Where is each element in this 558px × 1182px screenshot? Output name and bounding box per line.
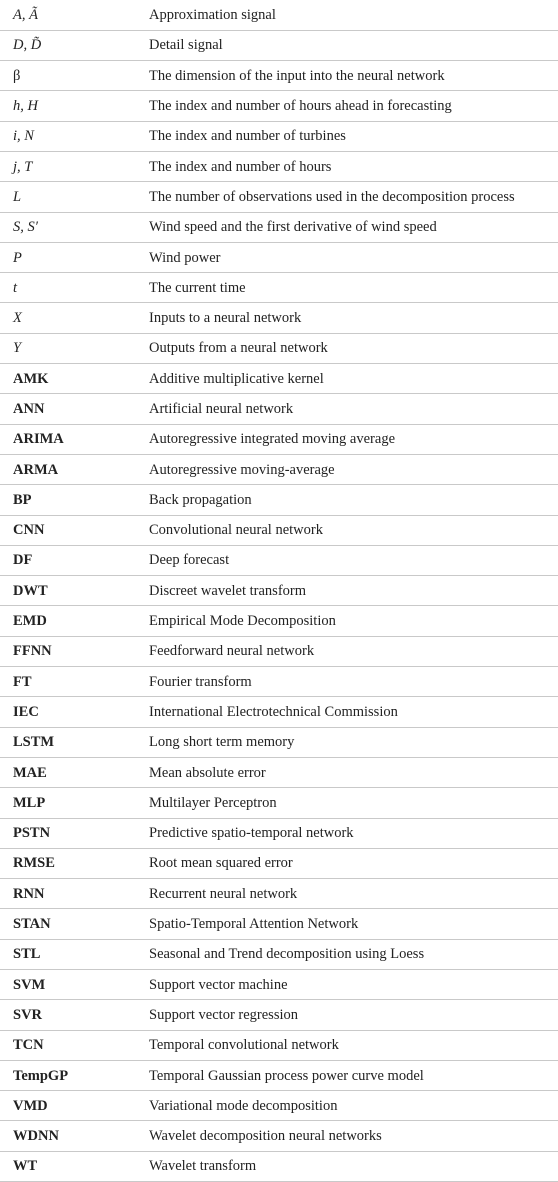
table-row: [0, 788, 558, 818]
table-row: [0, 212, 558, 242]
description-cell: Feedforward neural network: [136, 636, 558, 666]
symbol-cell: VMD: [0, 1091, 136, 1121]
symbol-cell: SVR: [0, 1000, 136, 1030]
table-row: [0, 61, 558, 91]
description-cell: Predictive spatio-temporal network: [136, 818, 558, 848]
description-cell: The index and number of hours: [136, 151, 558, 181]
symbol-cell: AMK: [0, 364, 136, 394]
description-cell: Deep forecast: [136, 545, 558, 575]
description-cell: Seasonal and Trend decomposition using Loess: [136, 939, 558, 969]
symbol-cell: PSTN: [0, 818, 136, 848]
symbol-cell: WDNN: [0, 1121, 136, 1151]
description-cell: Spatio-Temporal Attention Network: [136, 909, 558, 939]
symbol-cell: FFNN: [0, 636, 136, 666]
symbol-cell: S, S′: [0, 212, 136, 242]
table-row: [0, 1060, 558, 1090]
symbol-cell: MLP: [0, 788, 136, 818]
description-cell: Additive multiplicative kernel: [136, 364, 558, 394]
table-row: [0, 879, 558, 909]
description-cell: Recurrent neural network: [136, 879, 558, 909]
description-cell: Outputs from a neural network: [136, 333, 558, 363]
symbol-cell: TempGP: [0, 1060, 136, 1090]
description-cell: The dimension of the input into the neural network: [136, 61, 558, 91]
description-cell: Wavelet decomposition neural networks: [136, 1121, 558, 1151]
table-row: [0, 424, 558, 454]
description-cell: Root mean squared error: [136, 848, 558, 878]
symbol-cell: CNN: [0, 515, 136, 545]
symbol-cell: ARMA: [0, 454, 136, 484]
symbol-cell: X: [0, 303, 136, 333]
description-cell: Wavelet transform: [136, 1151, 558, 1181]
symbol-cell: FT: [0, 667, 136, 697]
table-row: [0, 727, 558, 757]
table-row: [0, 121, 558, 151]
symbol-cell: TCN: [0, 1030, 136, 1060]
description-cell: Wind power: [136, 242, 558, 272]
description-cell: Discreet wavelet transform: [136, 576, 558, 606]
table-row: [0, 454, 558, 484]
symbol-cell: IEC: [0, 697, 136, 727]
table-row: [0, 0, 558, 30]
table-row: [0, 636, 558, 666]
symbol-cell: STAN: [0, 909, 136, 939]
table-row: [0, 970, 558, 1000]
table-row: [0, 1030, 558, 1060]
symbol-cell: β: [0, 61, 136, 91]
table-row: [0, 273, 558, 303]
description-cell: Convolutional neural network: [136, 515, 558, 545]
table-row: [0, 91, 558, 121]
symbol-cell: EMD: [0, 606, 136, 636]
table-row: [0, 939, 558, 969]
symbol-cell: t: [0, 273, 136, 303]
description-cell: Autoregressive moving-average: [136, 454, 558, 484]
description-cell: The current time: [136, 273, 558, 303]
table-row: [0, 333, 558, 363]
table-row: [0, 364, 558, 394]
symbol-cell: DF: [0, 545, 136, 575]
table-row: [0, 697, 558, 727]
symbol-cell: STL: [0, 939, 136, 969]
table-row: [0, 576, 558, 606]
description-cell: Autoregressive integrated moving average: [136, 424, 558, 454]
symbol-cell: RMSE: [0, 848, 136, 878]
symbol-cell: A, Ã: [0, 0, 136, 30]
table-row: [0, 242, 558, 272]
description-cell: Back propagation: [136, 485, 558, 515]
description-cell: Wind speed and the first derivative of wind speed: [136, 212, 558, 242]
table-row: [0, 909, 558, 939]
table-row: [0, 1151, 558, 1181]
description-cell: Variational mode decomposition: [136, 1091, 558, 1121]
table-row: [0, 818, 558, 848]
table-row: [0, 757, 558, 787]
description-cell: Fourier transform: [136, 667, 558, 697]
symbol-cell: WT: [0, 1151, 136, 1181]
description-cell: The index and number of hours ahead in forecasting: [136, 91, 558, 121]
description-cell: Support vector regression: [136, 1000, 558, 1030]
description-cell: Long short term memory: [136, 727, 558, 757]
symbol-cell: L: [0, 182, 136, 212]
symbol-cell: i, N: [0, 121, 136, 151]
table-row: [0, 1000, 558, 1030]
table-row: [0, 394, 558, 424]
symbol-cell: MAE: [0, 757, 136, 787]
symbol-cell: SVM: [0, 970, 136, 1000]
symbol-cell: Y: [0, 333, 136, 363]
description-cell: Support vector machine: [136, 970, 558, 1000]
table-row: [0, 151, 558, 181]
description-cell: Approximation signal: [136, 0, 558, 30]
symbol-cell: P: [0, 242, 136, 272]
symbol-cell: DWT: [0, 576, 136, 606]
symbol-cell: LSTM: [0, 727, 136, 757]
table-row: [0, 30, 558, 60]
description-cell: The number of observations used in the decomposition process: [136, 182, 558, 212]
description-cell: The index and number of turbines: [136, 121, 558, 151]
table-row: [0, 1091, 558, 1121]
table-row: [0, 182, 558, 212]
description-cell: Detail signal: [136, 30, 558, 60]
description-cell: Inputs to a neural network: [136, 303, 558, 333]
symbol-cell: RNN: [0, 879, 136, 909]
table-row: [0, 606, 558, 636]
description-cell: Temporal convolutional network: [136, 1030, 558, 1060]
description-cell: Temporal Gaussian process power curve model: [136, 1060, 558, 1090]
description-cell: Empirical Mode Decomposition: [136, 606, 558, 636]
table-row: [0, 485, 558, 515]
symbol-cell: j, T: [0, 151, 136, 181]
table-row: [0, 1121, 558, 1151]
table-row: [0, 515, 558, 545]
symbol-cell: ANN: [0, 394, 136, 424]
description-cell: Mean absolute error: [136, 757, 558, 787]
description-cell: Multilayer Perceptron: [136, 788, 558, 818]
table-row: [0, 303, 558, 333]
symbol-cell: BP: [0, 485, 136, 515]
description-cell: International Electrotechnical Commission: [136, 697, 558, 727]
description-cell: Artificial neural network: [136, 394, 558, 424]
table-row: [0, 667, 558, 697]
table-row: [0, 848, 558, 878]
table-row: [0, 545, 558, 575]
symbol-cell: D, D̃: [0, 30, 136, 60]
symbol-cell: h, H: [0, 91, 136, 121]
symbol-cell: ARIMA: [0, 424, 136, 454]
